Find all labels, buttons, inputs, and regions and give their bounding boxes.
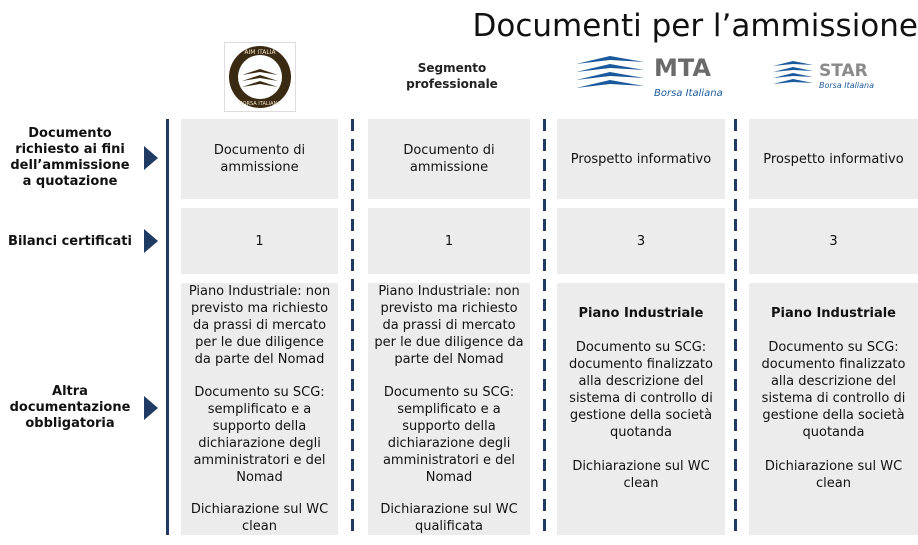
scg-text: Documento su SCG: documento finalizzato alla descrizione del sistema di controllo di gestione della società quotanda bbox=[761, 340, 906, 440]
svg-text:Borsa Italiana: Borsa Italiana bbox=[819, 81, 875, 90]
column-divider bbox=[734, 119, 737, 535]
mta-logo bbox=[574, 48, 726, 102]
row-arrow-icon bbox=[144, 146, 158, 170]
svg-text:BORSA ITALIANA: BORSA ITALIANA bbox=[239, 101, 281, 107]
cell-altra-star bbox=[749, 283, 918, 535]
svg-text:Borsa Italiana: Borsa Italiana bbox=[654, 88, 723, 99]
cell-bilanci-star: 3 bbox=[749, 208, 918, 274]
cell-documento-segmento: Documento di ammissione bbox=[368, 119, 530, 199]
star-logo bbox=[771, 56, 879, 96]
row-arrow-icon bbox=[144, 229, 158, 253]
piano-text: Piano Industriale bbox=[771, 306, 896, 321]
column-divider bbox=[351, 119, 354, 535]
wc-text: Dichiarazione sul WC clean bbox=[190, 502, 329, 534]
cell-altra-aim bbox=[181, 283, 338, 535]
cell-bilanci-aim: 1 bbox=[181, 208, 338, 274]
cell-altra-mta bbox=[557, 283, 725, 535]
cell-bilanci-mta: 3 bbox=[557, 208, 725, 274]
column-divider bbox=[166, 119, 169, 535]
piano-text: Piano Industriale bbox=[578, 306, 704, 321]
wc-text: Dichiarazione sul WC clean bbox=[764, 459, 903, 491]
row-arrow-icon bbox=[144, 396, 158, 420]
wc-text: Dichiarazione sul WC qualificata bbox=[380, 502, 518, 534]
svg-text:MTA: MTA bbox=[654, 54, 711, 82]
svg-text:STAR: STAR bbox=[819, 61, 868, 81]
row-label-altra: Altra documentazione obbligatoria bbox=[9, 384, 131, 431]
scg-text: Documento su SCG: semplificato e a supporto della dichiarazione degli amministratori e del Nomad bbox=[382, 384, 516, 485]
piano-text: Piano Industriale: non previsto ma richiesto da prassi di mercato per le due diligence da parte del Nomad bbox=[188, 284, 331, 367]
scg-text: Documento su SCG: semplificato e a supporto della dichiarazione degli amministratori e del Nomad bbox=[193, 384, 326, 485]
page-title: Documenti per l’ammissione bbox=[472, 8, 918, 44]
aim-italia-logo bbox=[224, 42, 296, 112]
cell-bilanci-segmento: 1 bbox=[368, 208, 530, 274]
row-label-bilanci: Bilanci certificati bbox=[8, 234, 132, 249]
cell-documento-aim: Documento di ammissione bbox=[181, 119, 338, 199]
row-label-documento: Documento richiesto ai fini dell’ammissione a quotazione bbox=[10, 126, 130, 189]
scg-text: Documento su SCG: documento finalizzato alla descrizione del sistema di controllo di gestione della società quotanda bbox=[569, 340, 713, 440]
cell-documento-mta: Prospetto informativo bbox=[557, 119, 725, 199]
column-divider bbox=[543, 119, 546, 535]
wc-text: Dichiarazione sul WC clean bbox=[572, 459, 710, 491]
svg-text:AIM ITALIA: AIM ITALIA bbox=[244, 49, 276, 56]
piano-text: Piano Industriale: non previsto ma richiesto da prassi di mercato per le due diligence da parte del Nomad bbox=[374, 284, 524, 367]
segmento-professionale-label: Segmento professionale bbox=[406, 61, 498, 91]
cell-documento-star: Prospetto informativo bbox=[749, 119, 918, 199]
cell-altra-segmento bbox=[368, 283, 530, 535]
